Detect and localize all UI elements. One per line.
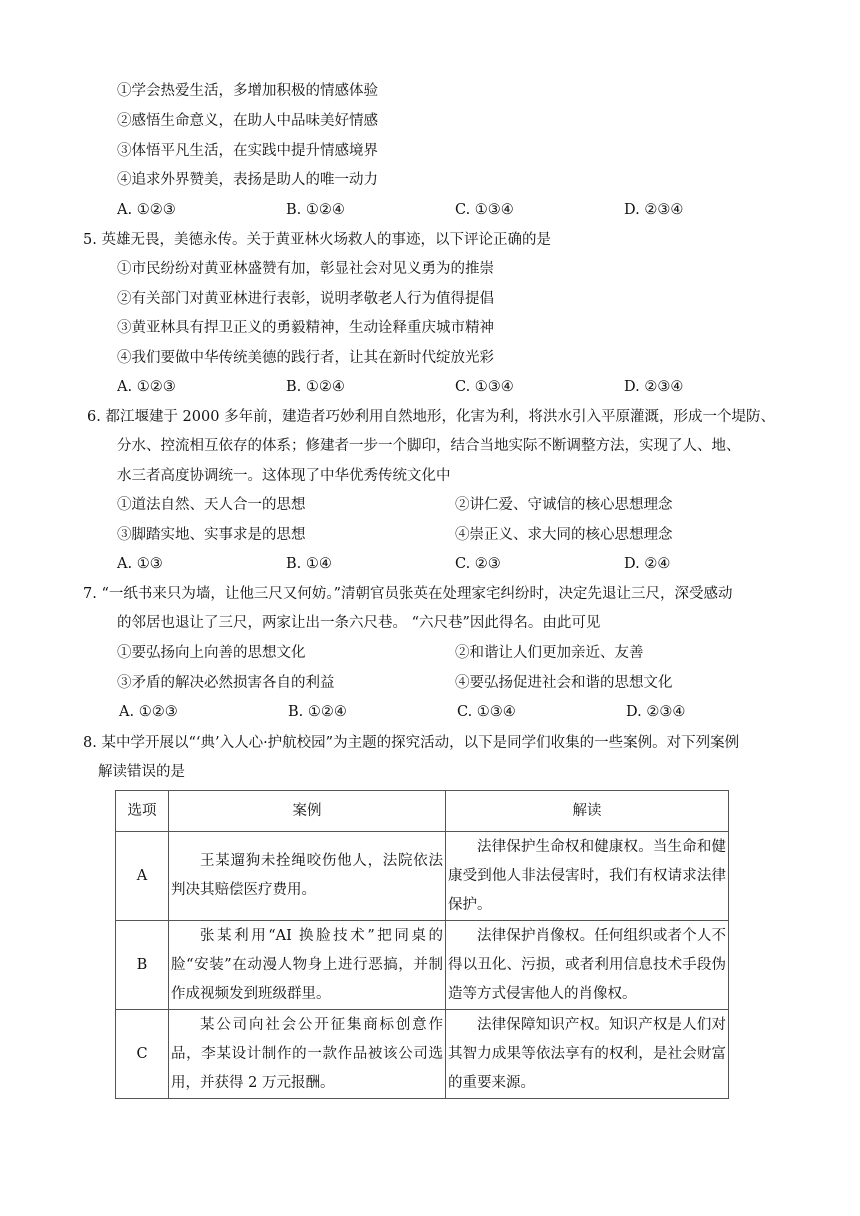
- q6-item-1: ①道法自然、天人合一的思想: [117, 497, 306, 513]
- q5-item-1: ①市民纷纷对黄亚林盛赞有加，彰显社会对见义勇为的推崇: [117, 261, 494, 277]
- row-label: B: [116, 921, 169, 1010]
- q7-item-4: ④要弘扬促进社会和谐的思想文化: [455, 675, 673, 691]
- q7-item-2: ②和谐让人们更加亲近、友善: [455, 645, 644, 661]
- q6-stem-line-2: 分水、控流相互依存的体系；修建者一步一个脚印，结合当地实际不断调整方法，实现了人、地、: [117, 438, 741, 454]
- row-label: C: [116, 1010, 169, 1099]
- q7-option-c: C. ①③④: [457, 704, 516, 720]
- q5-stem: 5. 英雄无畏，美德永传。关于黄亚林火场救人的事迹，以下评论正确的是: [83, 232, 551, 248]
- table-header-row: [116, 791, 729, 832]
- q4-item-3: ③体悟平凡生活，在实践中提升情感境界: [117, 143, 378, 159]
- case-table: [115, 790, 729, 1099]
- q6-item-3: ③脚踏实地、实事求是的思想: [117, 527, 306, 543]
- q7-option-a: A. ①②③: [119, 704, 178, 720]
- q5-item-2: ②有关部门对黄亚林进行表彰，说明孝敬老人行为值得提倡: [117, 291, 494, 307]
- q6-option-b: B. ①④: [286, 556, 332, 572]
- q4-option-a: A. ①②③: [117, 202, 176, 218]
- q7-option-d: D. ②③④: [626, 704, 686, 720]
- row-label: A: [116, 832, 169, 921]
- q4-item-4: ④追求外界赞美，表扬是助人的唯一动力: [117, 172, 378, 188]
- q7-item-1: ①要弘扬向上向善的思想文化: [117, 645, 306, 661]
- q5-option-d: D. ②③④: [624, 379, 684, 395]
- q5-option-c: C. ①③④: [455, 379, 514, 395]
- q5-item-3: ③黄亚林具有捍卫正义的勇毅精神，生动诠释重庆城市精神: [117, 320, 494, 336]
- q4-option-d: D. ②③④: [624, 202, 684, 218]
- q6-item-4: ④崇正义、求大同的核心思想理念: [455, 527, 673, 543]
- q5-option-b: B. ①②④: [286, 379, 345, 395]
- row-case: 王某遛狗未拴绳咬伤他人，法院依法判决其赔偿医疗费用。: [169, 832, 446, 921]
- q5-option-a: A. ①②③: [117, 379, 176, 395]
- q4-option-c: C. ①③④: [455, 202, 514, 218]
- q4-item-1: ①学会热爱生活，多增加积极的情感体验: [117, 83, 378, 99]
- q5-item-4: ④我们要做中华传统美德的践行者，让其在新时代绽放光彩: [117, 350, 494, 366]
- table-row: [116, 921, 729, 1010]
- q6-option-c: C. ②③: [455, 556, 501, 572]
- table-header-option: 选项: [116, 791, 169, 832]
- table-header-case: 案例: [169, 791, 446, 832]
- q6-item-2: ②讲仁爱、守诚信的核心思想理念: [455, 497, 673, 513]
- q6-option-a: A. ①③: [117, 556, 163, 572]
- q6-option-d: D. ②④: [624, 556, 671, 572]
- q7-stem-line-2: 的邻居也退让了三尺，两家让出一条六尺巷。 “六尺巷”因此得名。由此可见: [117, 615, 601, 631]
- q8-stem-line-1: 8. 某中学开展以“‘典’入人心·护航校园”为主题的探究活动，以下是同学们收集的一些案例。对下列案例: [83, 735, 740, 751]
- q4-option-b: B. ①②④: [286, 202, 345, 218]
- table-row: [116, 832, 729, 921]
- row-interpretation: 法律保护生命权和健康权。当生命和健康受到他人非法侵害时，我们有权请求法律保护。: [446, 832, 729, 921]
- q8-stem-line-2: 解读错误的是: [98, 764, 185, 780]
- row-case: 张某利用“AI 换脸技术”把同桌的脸“安装”在动漫人物身上进行恶搞，并制作成视频发到班级群里。: [169, 921, 446, 1010]
- q6-stem-line-3: 水三者高度协调统一。这体现了中华优秀传统文化中: [117, 468, 451, 484]
- row-interpretation: 法律保护肖像权。任何组织或者个人不得以丑化、污损，或者利用信息技术手段伪造等方式侵害他人的肖像权。: [446, 921, 729, 1010]
- table-row: [116, 1010, 729, 1099]
- q7-stem-line-1: 7. “一纸书来只为墙，让他三尺又何妨。”清朝官员张英在处理家宅纠纷时，决定先退让三尺，深受感动: [83, 586, 733, 602]
- row-interpretation: 法律保障知识产权。知识产权是人们对其智力成果等依法享有的权利，是社会财富的重要来源。: [446, 1010, 729, 1099]
- q7-item-3: ③矛盾的解决必然损害各自的利益: [117, 675, 335, 691]
- q7-option-b: B. ①②④: [288, 704, 347, 720]
- q4-item-2: ②感悟生命意义，在助人中品味美好情感: [117, 113, 378, 129]
- row-case: 某公司向社会公开征集商标创意作品，李某设计制作的一款作品被该公司选用，并获得 2 万元报酬。: [169, 1010, 446, 1099]
- table-header-interpretation: 解读: [446, 791, 729, 832]
- q6-stem-line-1: 6. 都江堰建于 2000 多年前，建造者巧妙利用自然地形，化害为利，将洪水引入平原灌溉，形成一个堤防、: [87, 409, 776, 425]
